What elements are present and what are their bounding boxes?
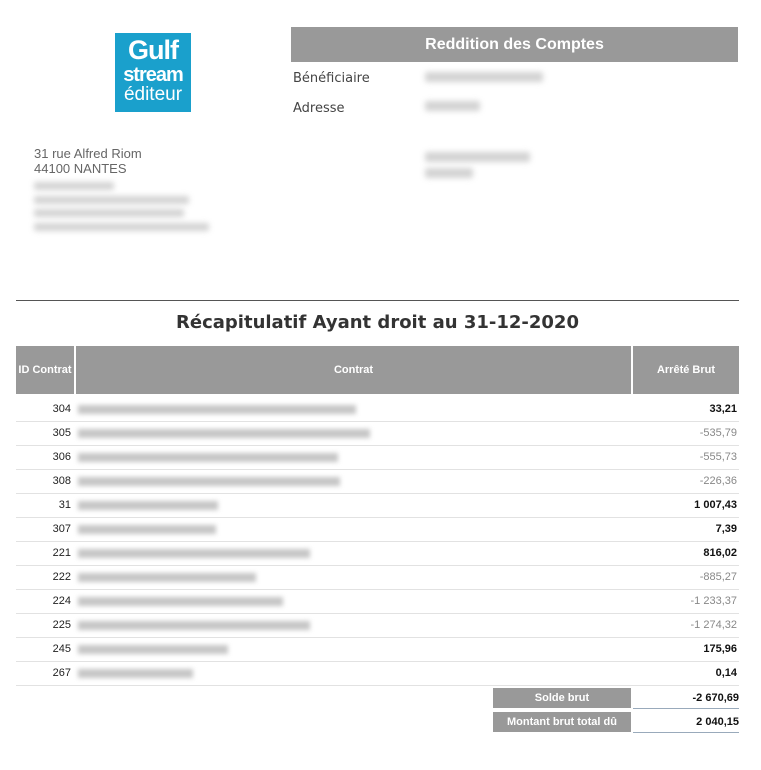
- contract-id: 245: [52, 643, 71, 655]
- contract-name-redacted: [78, 549, 310, 558]
- contract-amount: 7,39: [715, 523, 737, 535]
- column-header-contract: Contrat: [76, 346, 631, 394]
- sender-contact-redacted: [34, 209, 184, 217]
- contract-id: 225: [52, 619, 71, 631]
- column-header-amount: Arrêté Brut: [633, 346, 739, 394]
- document-title: Reddition des Comptes: [291, 27, 738, 62]
- table-row: [16, 517, 739, 542]
- contract-id: 221: [52, 547, 71, 559]
- table-row: [16, 589, 739, 614]
- contract-amount: 1 007,43: [694, 499, 737, 511]
- beneficiary-label: Bénéficiaire: [293, 71, 370, 86]
- contract-amount: -1 233,37: [690, 595, 737, 607]
- contract-amount: -885,27: [699, 571, 737, 583]
- column-header-id: ID Contrat: [16, 346, 74, 394]
- contract-amount: 175,96: [703, 643, 737, 655]
- address-line-redacted: [425, 152, 530, 162]
- contract-name-redacted: [78, 573, 256, 582]
- sender-address: [34, 146, 142, 176]
- contract-id: 306: [52, 451, 71, 463]
- total-due-label: Montant brut total dû: [493, 712, 631, 732]
- table-row: [16, 613, 739, 638]
- table-row: [16, 541, 739, 566]
- contract-name-redacted: [78, 477, 340, 486]
- contract-id: 31: [58, 499, 71, 511]
- beneficiary-name-redacted: [425, 72, 543, 82]
- contract-id: 222: [52, 571, 71, 583]
- contract-id: 307: [52, 523, 71, 535]
- balance-label: Solde brut: [493, 688, 631, 708]
- address-label: Adresse: [293, 101, 345, 116]
- publisher-logo: [115, 33, 191, 112]
- contract-name-redacted: [78, 597, 283, 606]
- sender-contact-redacted: [34, 182, 114, 190]
- contract-id: 224: [52, 595, 71, 607]
- contract-name-redacted: [78, 621, 310, 630]
- address-country-redacted: [425, 168, 473, 178]
- contract-name-redacted: [78, 525, 216, 534]
- contract-name-redacted: [78, 645, 228, 654]
- sender-contact-redacted: [34, 196, 189, 204]
- contract-id: 308: [52, 475, 71, 487]
- sender-address-line-1: 31 rue Alfred Riom: [34, 146, 142, 161]
- section-divider: [16, 300, 739, 301]
- address-redacted: [425, 101, 480, 111]
- sender-address-line-2: 44100 NANTES: [34, 161, 127, 176]
- contract-name-redacted: [78, 453, 338, 462]
- table-row: [16, 661, 739, 686]
- table-row: [16, 565, 739, 590]
- contract-amount: -555,73: [699, 451, 737, 463]
- balance-value: -2 670,69: [633, 688, 739, 709]
- table-row: [16, 469, 739, 494]
- table-row: [16, 397, 739, 422]
- table-row: [16, 637, 739, 662]
- contract-name-redacted: [78, 429, 370, 438]
- logo-line-3: éditeur: [123, 84, 183, 105]
- total-due-value: 2 040,15: [633, 712, 739, 733]
- contract-amount: 33,21: [709, 403, 737, 415]
- contract-amount: -535,79: [699, 427, 737, 439]
- contract-name-redacted: [78, 501, 218, 510]
- table-row: [16, 421, 739, 446]
- contract-id: 304: [52, 403, 71, 415]
- table-row: [16, 445, 739, 470]
- contract-id: 305: [52, 427, 71, 439]
- summary-title: Récapitulatif Ayant droit au 31-12-2020: [176, 312, 579, 333]
- logo-line-1: Gulf: [128, 35, 178, 65]
- contract-amount: 0,14: [715, 667, 737, 679]
- contract-name-redacted: [78, 405, 356, 414]
- sender-contact-redacted: [34, 223, 209, 231]
- contract-name-redacted: [78, 669, 193, 678]
- contract-id: 267: [52, 667, 71, 679]
- logo-line-2: stream: [123, 64, 183, 86]
- table-row: [16, 493, 739, 518]
- contract-amount: 816,02: [703, 547, 737, 559]
- contract-amount: -226,36: [699, 475, 737, 487]
- contract-amount: -1 274,32: [690, 619, 737, 631]
